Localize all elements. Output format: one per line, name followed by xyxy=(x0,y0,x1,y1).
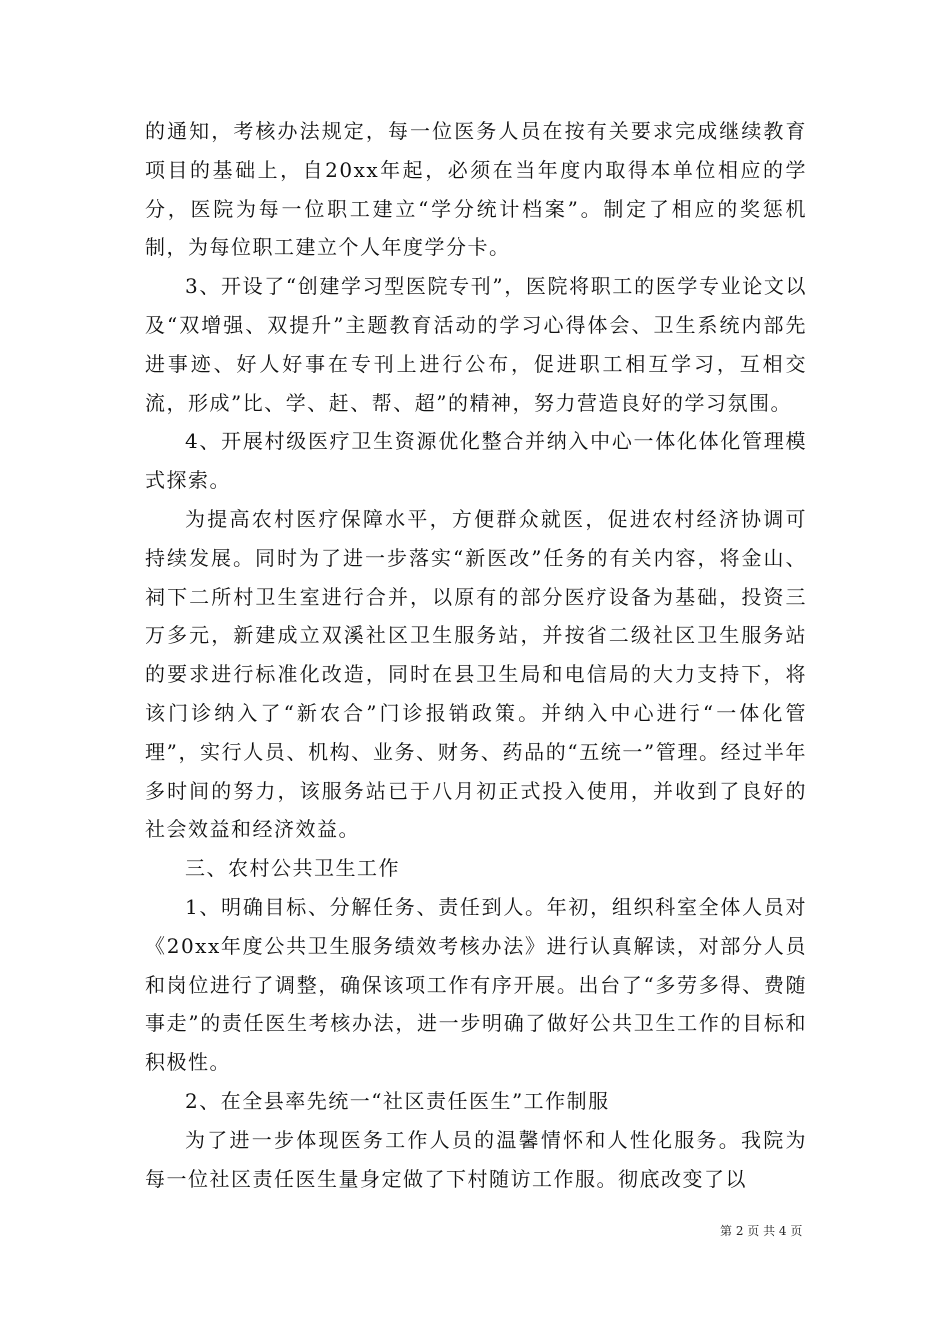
section-heading: 三、农村公共卫生工作 xyxy=(185,856,400,881)
paragraph-4: 为提高农村医疗保障水平，方便群众就医，促进农村经济协调可持续发展。同时为了进一步落实“新医改”任务的有关内容，将金山、祠下二所村卫生室进行合并，以原有的部分医疗设备为基础，投资三万多元，新建成立双溪社区卫生服务站，并按省二级社区卫生服务站的要求进行标准化改造，同时在县卫生局和电信局的大力支持下，将该门诊纳入了“新农合”门诊报销政策。并纳入中心进行“一体化管理”，实行人员、机构、业务、财务、药品的“五统一”管理。经过半年多时间的努力，该服务站已于八月初正式投入使用，并收到了良好的社会效益和经济效益。 xyxy=(145,506,807,842)
document-body xyxy=(145,112,807,1198)
page-number: 第 2 页 共 4 页 xyxy=(720,1224,803,1238)
paragraph-2: 3、开设了“创建学习型医院专刊”，医院将职工的医学专业论文以及“双增强、双提升”主题教育活动的学习心得体会、卫生系统内部先进事迹、好人好事在专刊上进行公布，促进职工相互学习，互相交流，形成”比、学、赶、帮、超”的精神，努力营造良好的学习氛围。 xyxy=(145,274,807,415)
paragraph-6: 2、在全县率先统一“社区责任医生”工作制服 xyxy=(185,1088,610,1113)
paragraph-1: 的通知，考核办法规定，每一位医务人员在按有关要求完成继续教育项目的基础上，自20xx年起，必须在当年度内取得本单位相应的学分，医院为每一位职工建立“学分统计档案”。制定了相应的奖惩机制，为每位职工建立个人年度学分卡。 xyxy=(145,119,807,260)
paragraph-3: 4、开展村级医疗卫生资源优化整合并纳入中心一体化体化管理模式探索。 xyxy=(145,429,807,493)
paragraph-7: 为了进一步体现医务工作人员的温馨情怀和人性化服务。我院为每一位社区责任医生量身定做了下村随访工作服。彻底改变了以 xyxy=(145,1127,807,1191)
paragraph-5: 1、明确目标、分解任务、责任到人。年初，组织科室全体人员对《20xx年度公共卫生服务绩效考核办法》进行认真解读，对部分人员和岗位进行了调整，确保该项工作有序开展。出台了“多劳多得、费随事走”的责任医生考核办法，进一步明确了做好公共卫生工作的目标和积极性。 xyxy=(145,894,807,1075)
